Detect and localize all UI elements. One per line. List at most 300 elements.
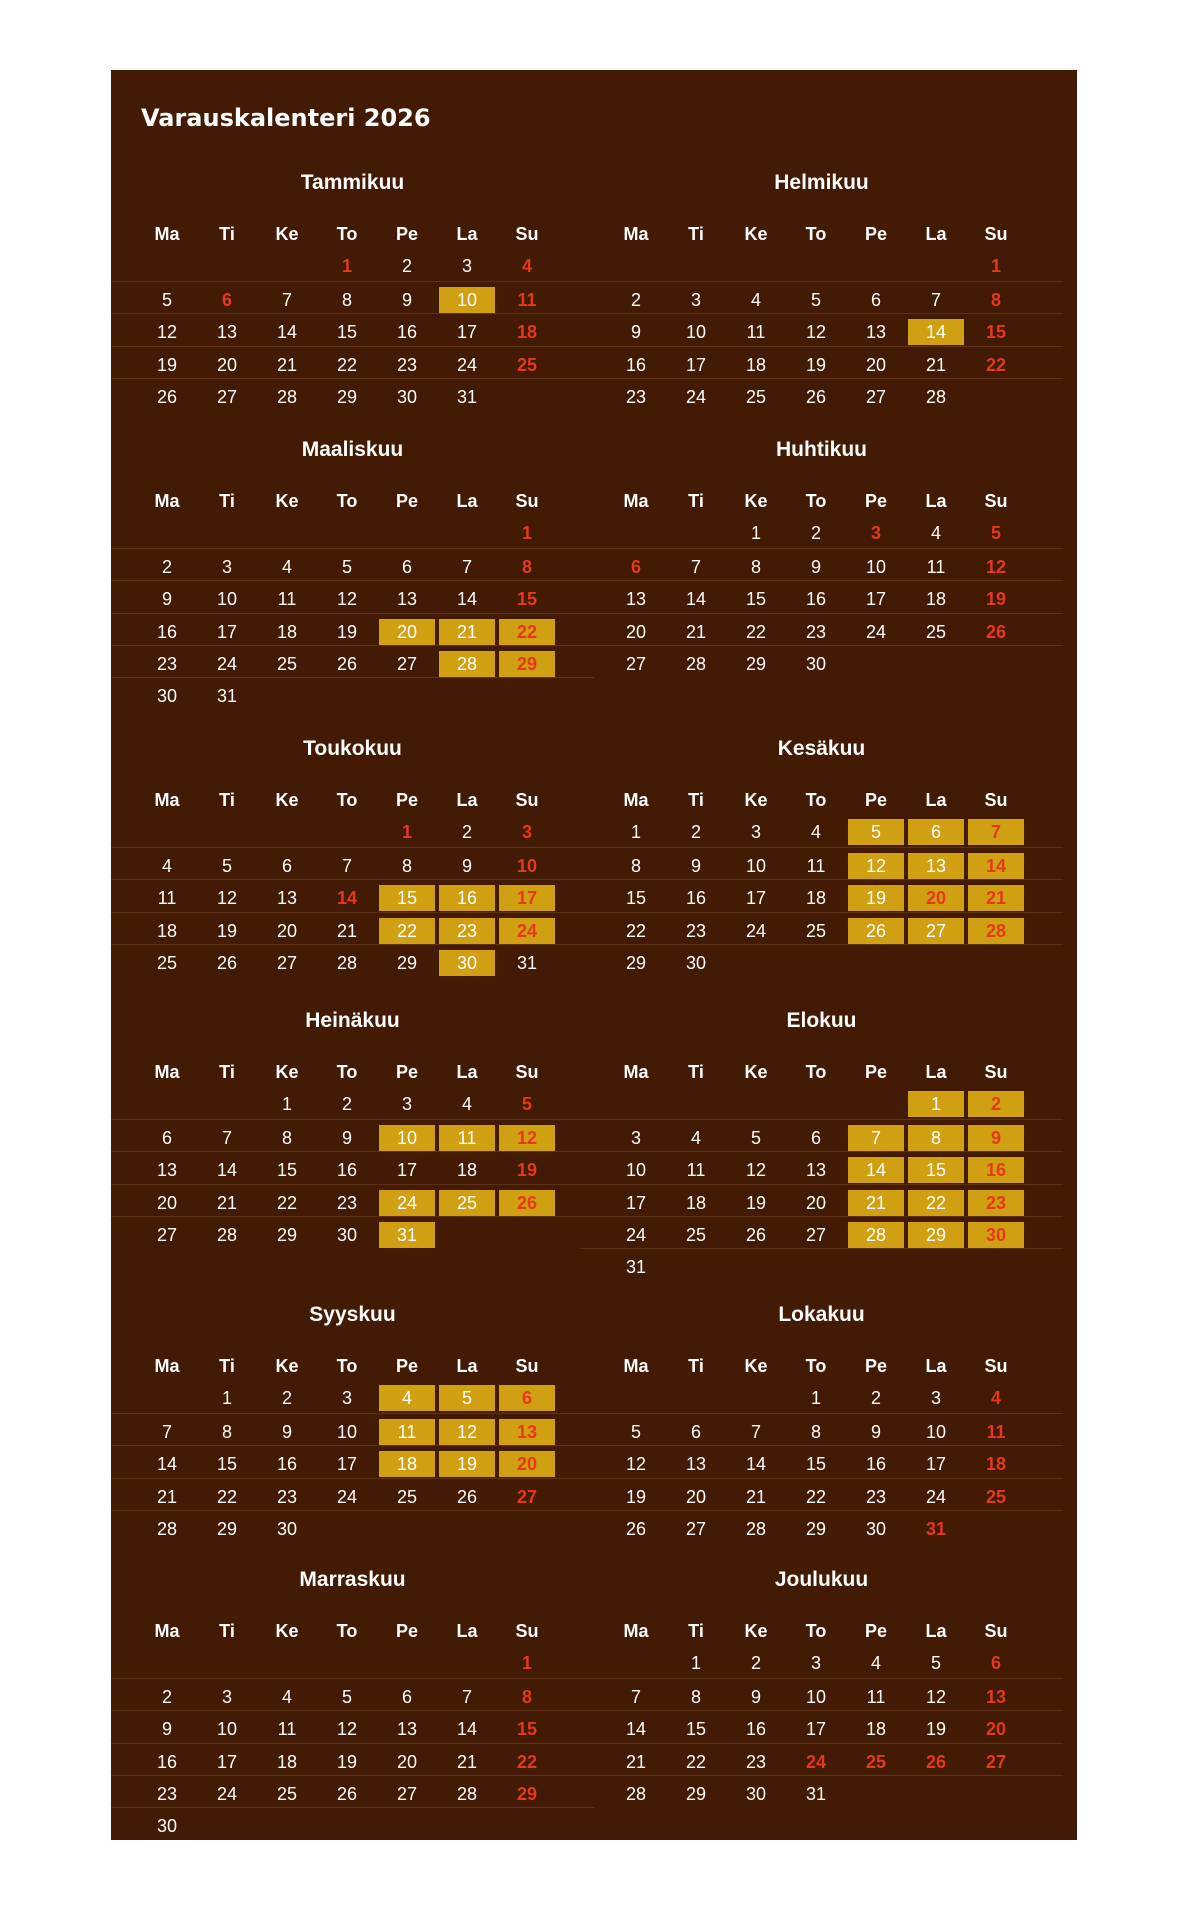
day-cell[interactable]: 24 bbox=[456, 354, 478, 375]
day-cell[interactable]: 2 bbox=[690, 822, 701, 843]
day-cell[interactable]: 1 bbox=[630, 822, 641, 843]
booked-day[interactable]: 12 bbox=[439, 1419, 495, 1445]
day-cell[interactable]: 4 bbox=[990, 1388, 1001, 1409]
day-cell[interactable]: 22 bbox=[805, 1486, 827, 1507]
booked-day[interactable]: 19 bbox=[439, 1451, 495, 1477]
booked-day[interactable]: 6 bbox=[908, 819, 964, 845]
day-cell[interactable]: 25 bbox=[276, 653, 298, 674]
day-cell[interactable]: 19 bbox=[985, 589, 1007, 610]
booked-day[interactable]: 4 bbox=[379, 1385, 435, 1411]
day-cell[interactable]: 23 bbox=[805, 621, 827, 642]
day-cell[interactable]: 12 bbox=[216, 888, 238, 909]
day-cell[interactable]: 8 bbox=[521, 1686, 532, 1707]
day-cell[interactable]: 17 bbox=[396, 1160, 418, 1181]
day-cell[interactable]: 25 bbox=[985, 1486, 1007, 1507]
day-cell[interactable]: 23 bbox=[336, 1192, 358, 1213]
day-cell[interactable]: 17 bbox=[745, 888, 767, 909]
day-cell[interactable]: 13 bbox=[985, 1686, 1007, 1707]
day-cell[interactable]: 6 bbox=[690, 1421, 701, 1442]
day-cell[interactable]: 6 bbox=[161, 1127, 172, 1148]
booked-day[interactable]: 31 bbox=[379, 1222, 435, 1248]
day-cell[interactable]: 2 bbox=[161, 1686, 172, 1707]
day-cell[interactable]: 6 bbox=[810, 1127, 821, 1148]
booked-day[interactable]: 13 bbox=[499, 1419, 555, 1445]
day-cell[interactable]: 3 bbox=[461, 256, 472, 277]
booked-day[interactable]: 25 bbox=[439, 1190, 495, 1216]
day-cell[interactable]: 18 bbox=[516, 322, 538, 343]
day-cell[interactable]: 23 bbox=[685, 920, 707, 941]
day-cell[interactable]: 1 bbox=[521, 523, 532, 544]
day-cell[interactable]: 22 bbox=[985, 354, 1007, 375]
day-cell[interactable]: 29 bbox=[625, 952, 647, 973]
day-cell[interactable]: 19 bbox=[336, 621, 358, 642]
day-cell[interactable]: 16 bbox=[745, 1719, 767, 1740]
booked-day[interactable]: 23 bbox=[968, 1190, 1024, 1216]
day-cell[interactable]: 4 bbox=[461, 1094, 472, 1115]
booked-day[interactable]: 17 bbox=[499, 885, 555, 911]
day-cell[interactable]: 10 bbox=[336, 1421, 358, 1442]
day-cell[interactable]: 14 bbox=[685, 589, 707, 610]
day-cell[interactable]: 9 bbox=[161, 1719, 172, 1740]
day-cell[interactable]: 10 bbox=[925, 1421, 947, 1442]
day-cell[interactable]: 3 bbox=[521, 822, 532, 843]
day-cell[interactable]: 23 bbox=[276, 1486, 298, 1507]
day-cell[interactable]: 14 bbox=[456, 1719, 478, 1740]
day-cell[interactable]: 2 bbox=[810, 523, 821, 544]
booked-day[interactable]: 5 bbox=[848, 819, 904, 845]
day-cell[interactable]: 16 bbox=[156, 621, 178, 642]
day-cell[interactable]: 12 bbox=[985, 556, 1007, 577]
day-cell[interactable]: 3 bbox=[630, 1127, 641, 1148]
day-cell[interactable]: 9 bbox=[281, 1421, 292, 1442]
day-cell[interactable]: 15 bbox=[516, 589, 538, 610]
booked-day[interactable]: 22 bbox=[499, 619, 555, 645]
day-cell[interactable]: 16 bbox=[865, 1454, 887, 1475]
day-cell[interactable]: 15 bbox=[336, 322, 358, 343]
booked-day[interactable]: 24 bbox=[379, 1190, 435, 1216]
day-cell[interactable]: 3 bbox=[870, 523, 881, 544]
day-cell[interactable]: 19 bbox=[805, 354, 827, 375]
day-cell[interactable]: 13 bbox=[685, 1454, 707, 1475]
booked-day[interactable]: 28 bbox=[439, 651, 495, 677]
booked-day[interactable]: 27 bbox=[908, 918, 964, 944]
day-cell[interactable]: 4 bbox=[690, 1127, 701, 1148]
day-cell[interactable]: 7 bbox=[341, 855, 352, 876]
day-cell[interactable]: 15 bbox=[985, 322, 1007, 343]
day-cell[interactable]: 11 bbox=[866, 1686, 886, 1707]
day-cell[interactable]: 12 bbox=[336, 589, 358, 610]
day-cell[interactable]: 20 bbox=[805, 1192, 827, 1213]
day-cell[interactable]: 6 bbox=[870, 289, 881, 310]
booked-day[interactable]: 7 bbox=[848, 1125, 904, 1151]
day-cell[interactable]: 23 bbox=[745, 1751, 767, 1772]
day-cell[interactable]: 22 bbox=[745, 621, 767, 642]
day-cell[interactable]: 4 bbox=[161, 855, 172, 876]
day-cell[interactable]: 18 bbox=[745, 354, 767, 375]
day-cell[interactable]: 6 bbox=[401, 556, 412, 577]
day-cell[interactable]: 27 bbox=[685, 1518, 707, 1539]
day-cell[interactable]: 14 bbox=[456, 589, 478, 610]
day-cell[interactable]: 14 bbox=[336, 888, 358, 909]
booked-day[interactable]: 2 bbox=[968, 1091, 1024, 1117]
day-cell[interactable]: 11 bbox=[277, 589, 297, 610]
day-cell[interactable]: 27 bbox=[985, 1751, 1007, 1772]
day-cell[interactable]: 6 bbox=[281, 855, 292, 876]
booked-day[interactable]: 7 bbox=[968, 819, 1024, 845]
day-cell[interactable]: 2 bbox=[281, 1388, 292, 1409]
day-cell[interactable]: 29 bbox=[216, 1518, 238, 1539]
day-cell[interactable]: 3 bbox=[810, 1653, 821, 1674]
day-cell[interactable]: 9 bbox=[630, 322, 641, 343]
day-cell[interactable]: 11 bbox=[686, 1160, 706, 1181]
day-cell[interactable]: 2 bbox=[630, 289, 641, 310]
day-cell[interactable]: 25 bbox=[865, 1751, 887, 1772]
day-cell[interactable]: 19 bbox=[625, 1486, 647, 1507]
day-cell[interactable]: 3 bbox=[401, 1094, 412, 1115]
booked-day[interactable]: 5 bbox=[439, 1385, 495, 1411]
booked-day[interactable]: 30 bbox=[968, 1222, 1024, 1248]
day-cell[interactable]: 28 bbox=[745, 1518, 767, 1539]
day-cell[interactable]: 15 bbox=[276, 1160, 298, 1181]
day-cell[interactable]: 11 bbox=[277, 1719, 297, 1740]
day-cell[interactable]: 5 bbox=[221, 855, 232, 876]
day-cell[interactable]: 4 bbox=[870, 1653, 881, 1674]
day-cell[interactable]: 7 bbox=[461, 556, 472, 577]
day-cell[interactable]: 29 bbox=[745, 653, 767, 674]
day-cell[interactable]: 12 bbox=[336, 1719, 358, 1740]
day-cell[interactable]: 22 bbox=[516, 1751, 538, 1772]
day-cell[interactable]: 3 bbox=[221, 556, 232, 577]
day-cell[interactable]: 29 bbox=[805, 1518, 827, 1539]
day-cell[interactable]: 27 bbox=[516, 1486, 538, 1507]
day-cell[interactable]: 26 bbox=[336, 653, 358, 674]
day-cell[interactable]: 9 bbox=[461, 855, 472, 876]
day-cell[interactable]: 10 bbox=[216, 1719, 238, 1740]
day-cell[interactable]: 17 bbox=[456, 322, 478, 343]
day-cell[interactable]: 12 bbox=[156, 322, 178, 343]
day-cell[interactable]: 5 bbox=[810, 289, 821, 310]
day-cell[interactable]: 25 bbox=[925, 621, 947, 642]
day-cell[interactable]: 31 bbox=[216, 686, 238, 707]
booked-day[interactable]: 28 bbox=[848, 1222, 904, 1248]
day-cell[interactable]: 3 bbox=[750, 822, 761, 843]
day-cell[interactable]: 10 bbox=[865, 556, 887, 577]
day-cell[interactable]: 23 bbox=[865, 1486, 887, 1507]
day-cell[interactable]: 13 bbox=[625, 589, 647, 610]
booked-day[interactable]: 23 bbox=[439, 918, 495, 944]
day-cell[interactable]: 18 bbox=[865, 1719, 887, 1740]
booked-day[interactable]: 14 bbox=[908, 319, 964, 345]
day-cell[interactable]: 6 bbox=[401, 1686, 412, 1707]
booked-day[interactable]: 29 bbox=[908, 1222, 964, 1248]
day-cell[interactable]: 24 bbox=[745, 920, 767, 941]
booked-day[interactable]: 14 bbox=[848, 1157, 904, 1183]
booked-day[interactable]: 18 bbox=[379, 1451, 435, 1477]
day-cell[interactable]: 9 bbox=[401, 289, 412, 310]
day-cell[interactable]: 26 bbox=[456, 1486, 478, 1507]
day-cell[interactable]: 2 bbox=[461, 822, 472, 843]
day-cell[interactable]: 7 bbox=[221, 1127, 232, 1148]
booked-day[interactable]: 19 bbox=[848, 885, 904, 911]
day-cell[interactable]: 8 bbox=[810, 1421, 821, 1442]
day-cell[interactable]: 11 bbox=[157, 888, 177, 909]
day-cell[interactable]: 11 bbox=[806, 855, 826, 876]
day-cell[interactable]: 13 bbox=[396, 1719, 418, 1740]
day-cell[interactable]: 30 bbox=[156, 686, 178, 707]
day-cell[interactable]: 1 bbox=[281, 1094, 292, 1115]
day-cell[interactable]: 6 bbox=[630, 556, 641, 577]
day-cell[interactable]: 7 bbox=[461, 1686, 472, 1707]
day-cell[interactable]: 1 bbox=[401, 822, 412, 843]
day-cell[interactable]: 9 bbox=[161, 589, 172, 610]
day-cell[interactable]: 2 bbox=[870, 1388, 881, 1409]
day-cell[interactable]: 8 bbox=[750, 556, 761, 577]
day-cell[interactable]: 24 bbox=[805, 1751, 827, 1772]
booked-day[interactable]: 12 bbox=[848, 853, 904, 879]
day-cell[interactable]: 21 bbox=[925, 354, 947, 375]
day-cell[interactable]: 12 bbox=[745, 1160, 767, 1181]
day-cell[interactable]: 6 bbox=[221, 289, 232, 310]
day-cell[interactable]: 21 bbox=[336, 920, 358, 941]
day-cell[interactable]: 1 bbox=[221, 1388, 232, 1409]
day-cell[interactable]: 19 bbox=[156, 354, 178, 375]
day-cell[interactable]: 15 bbox=[745, 589, 767, 610]
day-cell[interactable]: 17 bbox=[625, 1192, 647, 1213]
day-cell[interactable]: 7 bbox=[750, 1421, 761, 1442]
day-cell[interactable]: 27 bbox=[216, 386, 238, 407]
day-cell[interactable]: 17 bbox=[925, 1454, 947, 1475]
day-cell[interactable]: 23 bbox=[625, 386, 647, 407]
day-cell[interactable]: 13 bbox=[276, 888, 298, 909]
day-cell[interactable]: 3 bbox=[341, 1388, 352, 1409]
booked-day[interactable]: 21 bbox=[848, 1190, 904, 1216]
day-cell[interactable]: 7 bbox=[630, 1686, 641, 1707]
day-cell[interactable]: 5 bbox=[341, 1686, 352, 1707]
day-cell[interactable]: 27 bbox=[396, 1783, 418, 1804]
day-cell[interactable]: 24 bbox=[625, 1224, 647, 1245]
day-cell[interactable]: 13 bbox=[805, 1160, 827, 1181]
day-cell[interactable]: 16 bbox=[276, 1454, 298, 1475]
booked-day[interactable]: 21 bbox=[968, 885, 1024, 911]
day-cell[interactable]: 22 bbox=[685, 1751, 707, 1772]
booked-day[interactable]: 1 bbox=[908, 1091, 964, 1117]
day-cell[interactable]: 4 bbox=[521, 256, 532, 277]
booked-day[interactable]: 13 bbox=[908, 853, 964, 879]
day-cell[interactable]: 26 bbox=[156, 386, 178, 407]
day-cell[interactable]: 24 bbox=[925, 1486, 947, 1507]
day-cell[interactable]: 9 bbox=[341, 1127, 352, 1148]
booked-day[interactable]: 15 bbox=[379, 885, 435, 911]
day-cell[interactable]: 4 bbox=[281, 1686, 292, 1707]
day-cell[interactable]: 31 bbox=[925, 1518, 947, 1539]
day-cell[interactable]: 31 bbox=[516, 952, 538, 973]
day-cell[interactable]: 7 bbox=[161, 1421, 172, 1442]
day-cell[interactable]: 9 bbox=[750, 1686, 761, 1707]
day-cell[interactable]: 20 bbox=[156, 1192, 178, 1213]
booked-day[interactable]: 29 bbox=[499, 651, 555, 677]
day-cell[interactable]: 21 bbox=[276, 354, 298, 375]
day-cell[interactable]: 16 bbox=[685, 888, 707, 909]
booked-day[interactable]: 14 bbox=[968, 853, 1024, 879]
day-cell[interactable]: 31 bbox=[456, 386, 478, 407]
day-cell[interactable]: 20 bbox=[216, 354, 238, 375]
day-cell[interactable]: 24 bbox=[685, 386, 707, 407]
day-cell[interactable]: 30 bbox=[156, 1816, 178, 1837]
day-cell[interactable]: 8 bbox=[401, 855, 412, 876]
day-cell[interactable]: 8 bbox=[221, 1421, 232, 1442]
day-cell[interactable]: 8 bbox=[630, 855, 641, 876]
day-cell[interactable]: 22 bbox=[625, 920, 647, 941]
day-cell[interactable]: 17 bbox=[216, 1751, 238, 1772]
day-cell[interactable]: 5 bbox=[341, 556, 352, 577]
day-cell[interactable]: 27 bbox=[156, 1224, 178, 1245]
day-cell[interactable]: 21 bbox=[216, 1192, 238, 1213]
booked-day[interactable]: 26 bbox=[499, 1190, 555, 1216]
day-cell[interactable]: 23 bbox=[156, 1783, 178, 1804]
day-cell[interactable]: 22 bbox=[216, 1486, 238, 1507]
day-cell[interactable]: 30 bbox=[396, 386, 418, 407]
day-cell[interactable]: 24 bbox=[216, 1783, 238, 1804]
day-cell[interactable]: 28 bbox=[925, 386, 947, 407]
booked-day[interactable]: 10 bbox=[439, 287, 495, 313]
day-cell[interactable]: 19 bbox=[925, 1719, 947, 1740]
booked-day[interactable]: 20 bbox=[908, 885, 964, 911]
day-cell[interactable]: 10 bbox=[685, 322, 707, 343]
day-cell[interactable]: 13 bbox=[865, 322, 887, 343]
day-cell[interactable]: 25 bbox=[685, 1224, 707, 1245]
day-cell[interactable]: 28 bbox=[625, 1783, 647, 1804]
day-cell[interactable]: 14 bbox=[156, 1454, 178, 1475]
day-cell[interactable]: 30 bbox=[865, 1518, 887, 1539]
day-cell[interactable]: 25 bbox=[516, 354, 538, 375]
day-cell[interactable]: 5 bbox=[630, 1421, 641, 1442]
day-cell[interactable]: 29 bbox=[685, 1783, 707, 1804]
day-cell[interactable]: 24 bbox=[336, 1486, 358, 1507]
day-cell[interactable]: 26 bbox=[336, 1783, 358, 1804]
day-cell[interactable]: 23 bbox=[396, 354, 418, 375]
day-cell[interactable]: 4 bbox=[930, 523, 941, 544]
day-cell[interactable]: 16 bbox=[396, 322, 418, 343]
booked-day[interactable]: 10 bbox=[379, 1125, 435, 1151]
booked-day[interactable]: 20 bbox=[499, 1451, 555, 1477]
day-cell[interactable]: 4 bbox=[750, 289, 761, 310]
booked-day[interactable]: 11 bbox=[379, 1419, 435, 1445]
day-cell[interactable]: 12 bbox=[925, 1686, 947, 1707]
day-cell[interactable]: 14 bbox=[216, 1160, 238, 1181]
day-cell[interactable]: 20 bbox=[865, 354, 887, 375]
booked-day[interactable]: 22 bbox=[379, 918, 435, 944]
day-cell[interactable]: 18 bbox=[156, 920, 178, 941]
day-cell[interactable]: 25 bbox=[745, 386, 767, 407]
booked-day[interactable]: 21 bbox=[439, 619, 495, 645]
day-cell[interactable]: 10 bbox=[805, 1686, 827, 1707]
day-cell[interactable]: 22 bbox=[276, 1192, 298, 1213]
day-cell[interactable]: 21 bbox=[745, 1486, 767, 1507]
day-cell[interactable]: 27 bbox=[396, 653, 418, 674]
day-cell[interactable]: 21 bbox=[156, 1486, 178, 1507]
day-cell[interactable]: 5 bbox=[990, 523, 1001, 544]
booked-day[interactable]: 16 bbox=[439, 885, 495, 911]
day-cell[interactable]: 7 bbox=[930, 289, 941, 310]
booked-day[interactable]: 20 bbox=[379, 619, 435, 645]
day-cell[interactable]: 7 bbox=[690, 556, 701, 577]
day-cell[interactable]: 23 bbox=[156, 653, 178, 674]
day-cell[interactable]: 13 bbox=[396, 589, 418, 610]
day-cell[interactable]: 19 bbox=[216, 920, 238, 941]
day-cell[interactable]: 3 bbox=[221, 1686, 232, 1707]
day-cell[interactable]: 1 bbox=[810, 1388, 821, 1409]
booked-day[interactable]: 11 bbox=[439, 1125, 495, 1151]
day-cell[interactable]: 30 bbox=[276, 1518, 298, 1539]
day-cell[interactable]: 18 bbox=[805, 888, 827, 909]
day-cell[interactable]: 27 bbox=[276, 952, 298, 973]
day-cell[interactable]: 8 bbox=[990, 289, 1001, 310]
day-cell[interactable]: 5 bbox=[930, 1653, 941, 1674]
day-cell[interactable]: 26 bbox=[805, 386, 827, 407]
booked-day[interactable]: 30 bbox=[439, 950, 495, 976]
day-cell[interactable]: 29 bbox=[276, 1224, 298, 1245]
day-cell[interactable]: 28 bbox=[216, 1224, 238, 1245]
day-cell[interactable]: 1 bbox=[341, 256, 352, 277]
day-cell[interactable]: 22 bbox=[336, 354, 358, 375]
day-cell[interactable]: 10 bbox=[625, 1160, 647, 1181]
day-cell[interactable]: 18 bbox=[685, 1192, 707, 1213]
day-cell[interactable]: 29 bbox=[396, 952, 418, 973]
day-cell[interactable]: 17 bbox=[865, 589, 887, 610]
day-cell[interactable]: 5 bbox=[521, 1094, 532, 1115]
day-cell[interactable]: 26 bbox=[925, 1751, 947, 1772]
day-cell[interactable]: 8 bbox=[521, 556, 532, 577]
day-cell[interactable]: 1 bbox=[750, 523, 761, 544]
day-cell[interactable]: 27 bbox=[625, 653, 647, 674]
day-cell[interactable]: 21 bbox=[685, 621, 707, 642]
day-cell[interactable]: 11 bbox=[926, 556, 946, 577]
day-cell[interactable]: 13 bbox=[216, 322, 238, 343]
day-cell[interactable]: 5 bbox=[161, 289, 172, 310]
day-cell[interactable]: 14 bbox=[745, 1454, 767, 1475]
day-cell[interactable]: 12 bbox=[805, 322, 827, 343]
booked-day[interactable]: 22 bbox=[908, 1190, 964, 1216]
day-cell[interactable]: 25 bbox=[396, 1486, 418, 1507]
day-cell[interactable]: 10 bbox=[216, 589, 238, 610]
day-cell[interactable]: 7 bbox=[281, 289, 292, 310]
booked-day[interactable]: 26 bbox=[848, 918, 904, 944]
day-cell[interactable]: 13 bbox=[156, 1160, 178, 1181]
day-cell[interactable]: 9 bbox=[870, 1421, 881, 1442]
day-cell[interactable]: 25 bbox=[156, 952, 178, 973]
day-cell[interactable]: 21 bbox=[456, 1751, 478, 1772]
day-cell[interactable]: 18 bbox=[276, 1751, 298, 1772]
day-cell[interactable]: 9 bbox=[810, 556, 821, 577]
day-cell[interactable]: 2 bbox=[750, 1653, 761, 1674]
day-cell[interactable]: 16 bbox=[625, 354, 647, 375]
day-cell[interactable]: 18 bbox=[985, 1454, 1007, 1475]
day-cell[interactable]: 2 bbox=[401, 256, 412, 277]
day-cell[interactable]: 31 bbox=[625, 1257, 647, 1278]
day-cell[interactable]: 15 bbox=[625, 888, 647, 909]
day-cell[interactable]: 8 bbox=[281, 1127, 292, 1148]
day-cell[interactable]: 20 bbox=[625, 621, 647, 642]
day-cell[interactable]: 17 bbox=[336, 1454, 358, 1475]
day-cell[interactable]: 15 bbox=[516, 1719, 538, 1740]
day-cell[interactable]: 26 bbox=[985, 621, 1007, 642]
day-cell[interactable]: 4 bbox=[281, 556, 292, 577]
day-cell[interactable]: 26 bbox=[745, 1224, 767, 1245]
day-cell[interactable]: 6 bbox=[990, 1653, 1001, 1674]
day-cell[interactable]: 27 bbox=[865, 386, 887, 407]
booked-day[interactable]: 24 bbox=[499, 918, 555, 944]
booked-day[interactable]: 9 bbox=[968, 1125, 1024, 1151]
